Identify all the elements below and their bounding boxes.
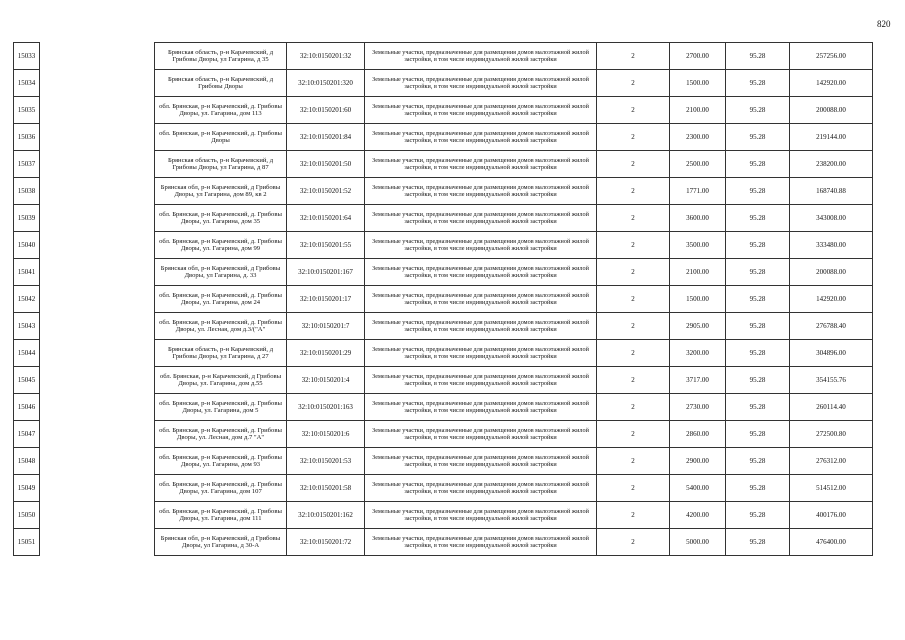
group-cell: 2 xyxy=(597,340,670,367)
cadastral-number-cell: 32:10:0150201:6 xyxy=(287,421,365,448)
gap-cell xyxy=(40,394,155,421)
table-row xyxy=(14,43,873,70)
group-cell: 2 xyxy=(597,178,670,205)
area-cell: 2100.00 xyxy=(670,259,726,286)
gap-cell xyxy=(40,286,155,313)
land-use-cell: Земельные участки, предназначенные для размещения домов малоэтажной жилой застройки, в том числе индивидуальной жилой застройки xyxy=(365,313,597,340)
land-use-cell: Земельные участки, предназначенные для размещения домов малоэтажной жилой застройки, в том числе индивидуальной жилой застройки xyxy=(365,232,597,259)
rate-cell: 95.28 xyxy=(726,232,790,259)
rate-cell: 95.28 xyxy=(726,178,790,205)
land-use-cell: Земельные участки, предназначенные для размещения домов малоэтажной жилой застройки, в том числе индивидуальной жилой застройки xyxy=(365,448,597,475)
cadastral-number-cell: 32:10:0150201:163 xyxy=(287,394,365,421)
area-cell: 3717.00 xyxy=(670,367,726,394)
rate-cell: 95.28 xyxy=(726,421,790,448)
group-cell: 2 xyxy=(597,529,670,556)
address-cell: обл. Брянская, р-н Карачевский, д. Грибовы Дворы, ул. Гагарина, дом 111 xyxy=(155,502,287,529)
cadastral-number-cell: 32:10:0150201:50 xyxy=(287,151,365,178)
row-number: 15049 xyxy=(14,475,40,502)
land-use-cell: Земельные участки, предназначенные для размещения домов малоэтажной жилой застройки, в том числе индивидуальной жилой застройки xyxy=(365,43,597,70)
table-row xyxy=(14,232,873,259)
gap-cell xyxy=(40,475,155,502)
gap-cell xyxy=(40,205,155,232)
cadastral-number-cell: 32:10:0150201:167 xyxy=(287,259,365,286)
cadastral-number-cell: 32:10:0150201:84 xyxy=(287,124,365,151)
area-cell: 4200.00 xyxy=(670,502,726,529)
group-cell: 2 xyxy=(597,313,670,340)
row-number: 15047 xyxy=(14,421,40,448)
address-cell: обл. Брянская, р-н Карачевский, д. Грибовы Дворы, ул. Гагарина, дом 99 xyxy=(155,232,287,259)
land-use-cell: Земельные участки, предназначенные для размещения домов малоэтажной жилой застройки, в том числе индивидуальной жилой застройки xyxy=(365,205,597,232)
address-cell: обл. Брянская, р-н Карачевский, д. Грибовы Дворы, ул. Гагарина, дом 24 xyxy=(155,286,287,313)
cadastral-value-cell: 343008.00 xyxy=(790,205,873,232)
land-use-cell: Земельные участки, предназначенные для размещения домов малоэтажной жилой застройки, в том числе индивидуальной жилой застройки xyxy=(365,70,597,97)
cadastral-value-cell: 257256.00 xyxy=(790,43,873,70)
gap-cell xyxy=(40,151,155,178)
row-number: 15033 xyxy=(14,43,40,70)
gap-cell xyxy=(40,448,155,475)
gap-cell xyxy=(40,97,155,124)
cadastral-number-cell: 32:10:0150201:162 xyxy=(287,502,365,529)
area-cell: 2730.00 xyxy=(670,394,726,421)
area-cell: 2860.00 xyxy=(670,421,726,448)
land-use-cell: Земельные участки, предназначенные для размещения домов малоэтажной жилой застройки, в том числе индивидуальной жилой застройки xyxy=(365,421,597,448)
cadastral-value-cell: 238200.00 xyxy=(790,151,873,178)
row-number: 15038 xyxy=(14,178,40,205)
cadastral-value-cell: 260114.40 xyxy=(790,394,873,421)
rate-cell: 95.28 xyxy=(726,313,790,340)
table-row xyxy=(14,313,873,340)
land-use-cell: Земельные участки, предназначенные для размещения домов малоэтажной жилой застройки, в том числе индивидуальной жилой застройки xyxy=(365,394,597,421)
cadastral-value-cell: 476400.00 xyxy=(790,529,873,556)
cadastral-value-cell: 333480.00 xyxy=(790,232,873,259)
row-number: 15042 xyxy=(14,286,40,313)
cadastral-number-cell: 32:10:0150201:58 xyxy=(287,475,365,502)
cadastral-value-cell: 200088.00 xyxy=(790,259,873,286)
rate-cell: 95.28 xyxy=(726,475,790,502)
land-use-cell: Земельные участки, предназначенные для размещения домов малоэтажной жилой застройки, в том числе индивидуальной жилой застройки xyxy=(365,367,597,394)
area-cell: 2900.00 xyxy=(670,448,726,475)
rate-cell: 95.28 xyxy=(726,448,790,475)
cadastral-number-cell: 32:10:0150201:7 xyxy=(287,313,365,340)
land-use-cell: Земельные участки, предназначенные для размещения домов малоэтажной жилой застройки, в том числе индивидуальной жилой застройки xyxy=(365,151,597,178)
table-row xyxy=(14,529,873,556)
area-cell: 3600.00 xyxy=(670,205,726,232)
cadastral-number-cell: 32:10:0150201:64 xyxy=(287,205,365,232)
group-cell: 2 xyxy=(597,286,670,313)
area-cell: 3500.00 xyxy=(670,232,726,259)
table-row xyxy=(14,124,873,151)
row-number: 15043 xyxy=(14,313,40,340)
group-cell: 2 xyxy=(597,70,670,97)
address-cell: Брянская обл, р-н Карачевский, д Грибовы Дворы, ул Гагарина, д 30-А xyxy=(155,529,287,556)
cadastral-value-cell: 219144.00 xyxy=(790,124,873,151)
cadastral-value-cell: 514512.00 xyxy=(790,475,873,502)
cadastral-value-cell: 200088.00 xyxy=(790,97,873,124)
land-use-cell: Земельные участки, предназначенные для размещения домов малоэтажной жилой застройки, в том числе индивидуальной жилой застройки xyxy=(365,286,597,313)
cadastral-number-cell: 32:10:0150201:4 xyxy=(287,367,365,394)
gap-cell xyxy=(40,43,155,70)
page-number: 820 xyxy=(877,19,891,29)
land-use-cell: Земельные участки, предназначенные для размещения домов малоэтажной жилой застройки, в том числе индивидуальной жилой застройки xyxy=(365,475,597,502)
rate-cell: 95.28 xyxy=(726,340,790,367)
area-cell: 1500.00 xyxy=(670,70,726,97)
area-cell: 2905.00 xyxy=(670,313,726,340)
address-cell: Брянская обл, р-н Карачевский, д Грибовы Дворы, ул Гагарина, дом 89, кв 2 xyxy=(155,178,287,205)
cadastral-value-cell: 304896.00 xyxy=(790,340,873,367)
address-cell: Брянская область, р-н Карачевский, д Грибовы Дворы xyxy=(155,70,287,97)
gap-cell xyxy=(40,502,155,529)
address-cell: обл. Брянская, р-н Карачевский, д. Грибовы Дворы, ул. Гагарина, дом 93 xyxy=(155,448,287,475)
rate-cell: 95.28 xyxy=(726,205,790,232)
address-cell: обл. Брянская, р-н Карачевский, д. Грибовы Дворы, ул. Гагарина, дом 35 xyxy=(155,205,287,232)
area-cell: 1771.00 xyxy=(670,178,726,205)
table-row xyxy=(14,286,873,313)
address-cell: Брянская область, р-н Карачевский, д Грибовы Дворы, ул Гагарина, д 35 xyxy=(155,43,287,70)
row-number: 15048 xyxy=(14,448,40,475)
row-number: 15050 xyxy=(14,502,40,529)
address-cell: Брянская обл, р-н Карачевский, д Грибовы Дворы, ул Гагарина, д. 33 xyxy=(155,259,287,286)
group-cell: 2 xyxy=(597,475,670,502)
row-number: 15046 xyxy=(14,394,40,421)
cadastral-value-cell: 142920.00 xyxy=(790,286,873,313)
group-cell: 2 xyxy=(597,205,670,232)
area-cell: 1500.00 xyxy=(670,286,726,313)
gap-cell xyxy=(40,313,155,340)
area-cell: 2100.00 xyxy=(670,97,726,124)
land-use-cell: Земельные участки, предназначенные для размещения домов малоэтажной жилой застройки, в том числе индивидуальной жилой застройки xyxy=(365,340,597,367)
table-row xyxy=(14,340,873,367)
group-cell: 2 xyxy=(597,367,670,394)
rate-cell: 95.28 xyxy=(726,394,790,421)
rate-cell: 95.28 xyxy=(726,502,790,529)
rate-cell: 95.28 xyxy=(726,43,790,70)
table-row xyxy=(14,448,873,475)
cadastral-value-cell: 276312.00 xyxy=(790,448,873,475)
cadastral-number-cell: 32:10:0150201:53 xyxy=(287,448,365,475)
table-row xyxy=(14,394,873,421)
gap-cell xyxy=(40,529,155,556)
rate-cell: 95.28 xyxy=(726,286,790,313)
table-row xyxy=(14,97,873,124)
group-cell: 2 xyxy=(597,421,670,448)
row-number: 15044 xyxy=(14,340,40,367)
gap-cell xyxy=(40,259,155,286)
gap-cell xyxy=(40,421,155,448)
area-cell: 5400.00 xyxy=(670,475,726,502)
rate-cell: 95.28 xyxy=(726,97,790,124)
land-plots-table xyxy=(13,42,873,556)
row-number: 15039 xyxy=(14,205,40,232)
area-cell: 2500.00 xyxy=(670,151,726,178)
address-cell: обл. Брянская, р-н Карачевский, д. Грибовы Дворы, ул. Гагарина, дом 5 xyxy=(155,394,287,421)
row-number: 15041 xyxy=(14,259,40,286)
cadastral-number-cell: 32:10:0150201:60 xyxy=(287,97,365,124)
table-row xyxy=(14,259,873,286)
area-cell: 5000.00 xyxy=(670,529,726,556)
area-cell: 3200.00 xyxy=(670,340,726,367)
gap-cell xyxy=(40,70,155,97)
land-use-cell: Земельные участки, предназначенные для размещения домов малоэтажной жилой застройки, в том числе индивидуальной жилой застройки xyxy=(365,178,597,205)
row-number: 15034 xyxy=(14,70,40,97)
land-use-cell: Земельные участки, предназначенные для размещения домов малоэтажной жилой застройки, в том числе индивидуальной жилой застройки xyxy=(365,502,597,529)
group-cell: 2 xyxy=(597,151,670,178)
row-number: 15036 xyxy=(14,124,40,151)
table-row xyxy=(14,205,873,232)
address-cell: обл. Брянская, р-н Карачевский, д. Грибовы Дворы, ул. Лесная, дом д.7 "А" xyxy=(155,421,287,448)
cadastral-number-cell: 32:10:0150201:320 xyxy=(287,70,365,97)
rate-cell: 95.28 xyxy=(726,124,790,151)
group-cell: 2 xyxy=(597,97,670,124)
address-cell: Брянская область, р-н Карачевский, д Грибовы Дворы, ул Гагарина, д 87 xyxy=(155,151,287,178)
group-cell: 2 xyxy=(597,259,670,286)
cadastral-value-cell: 272500.80 xyxy=(790,421,873,448)
land-use-cell: Земельные участки, предназначенные для размещения домов малоэтажной жилой застройки, в том числе индивидуальной жилой застройки xyxy=(365,259,597,286)
group-cell: 2 xyxy=(597,394,670,421)
rate-cell: 95.28 xyxy=(726,151,790,178)
gap-cell xyxy=(40,367,155,394)
gap-cell xyxy=(40,124,155,151)
cadastral-value-cell: 400176.00 xyxy=(790,502,873,529)
row-number: 15037 xyxy=(14,151,40,178)
table-row xyxy=(14,475,873,502)
gap-cell xyxy=(40,340,155,367)
group-cell: 2 xyxy=(597,502,670,529)
cadastral-number-cell: 32:10:0150201:29 xyxy=(287,340,365,367)
gap-cell xyxy=(40,232,155,259)
row-number: 15045 xyxy=(14,367,40,394)
row-number: 15035 xyxy=(14,97,40,124)
cadastral-number-cell: 32:10:0150201:32 xyxy=(287,43,365,70)
land-use-cell: Земельные участки, предназначенные для размещения домов малоэтажной жилой застройки, в том числе индивидуальной жилой застройки xyxy=(365,529,597,556)
table-row xyxy=(14,70,873,97)
table-row xyxy=(14,178,873,205)
group-cell: 2 xyxy=(597,43,670,70)
table-row xyxy=(14,502,873,529)
cadastral-number-cell: 32:10:0150201:17 xyxy=(287,286,365,313)
address-cell: обл. Брянская, р-н Карачевский, д Грибовы Дворы, ул. Гагарина, дом д.55 xyxy=(155,367,287,394)
address-cell: обл. Брянская, р-н Карачевский, д. Грибовы Дворы, ул. Лесная, дом д.3/("А" xyxy=(155,313,287,340)
group-cell: 2 xyxy=(597,124,670,151)
row-number: 15051 xyxy=(14,529,40,556)
area-cell: 2300.00 xyxy=(670,124,726,151)
group-cell: 2 xyxy=(597,448,670,475)
group-cell: 2 xyxy=(597,232,670,259)
cadastral-value-cell: 168740.88 xyxy=(790,178,873,205)
row-number: 15040 xyxy=(14,232,40,259)
land-use-cell: Земельные участки, предназначенные для размещения домов малоэтажной жилой застройки, в том числе индивидуальной жилой застройки xyxy=(365,124,597,151)
address-cell: обл. Брянская, р-н Карачевский, д. Грибовы Дворы, ул. Гагарина, дом 113 xyxy=(155,97,287,124)
table-body xyxy=(14,43,873,556)
cadastral-number-cell: 32:10:0150201:72 xyxy=(287,529,365,556)
rate-cell: 95.28 xyxy=(726,529,790,556)
table-row xyxy=(14,151,873,178)
rate-cell: 95.28 xyxy=(726,367,790,394)
gap-cell xyxy=(40,178,155,205)
cadastral-value-cell: 354155.76 xyxy=(790,367,873,394)
land-use-cell: Земельные участки, предназначенные для размещения домов малоэтажной жилой застройки, в том числе индивидуальной жилой застройки xyxy=(365,97,597,124)
address-cell: обл. Брянская, р-н Карачевский, д. Грибовы Дворы xyxy=(155,124,287,151)
rate-cell: 95.28 xyxy=(726,70,790,97)
address-cell: Брянская область, р-н Карачевский, д Грибовы Дворы, ул Гагарина, д 27 xyxy=(155,340,287,367)
cadastral-value-cell: 142920.00 xyxy=(790,70,873,97)
area-cell: 2700.00 xyxy=(670,43,726,70)
table-row xyxy=(14,367,873,394)
address-cell: обл. Брянская, р-н Карачевский, д. Грибовы Дворы, ул. Гагарина, дом 107 xyxy=(155,475,287,502)
cadastral-number-cell: 32:10:0150201:55 xyxy=(287,232,365,259)
rate-cell: 95.28 xyxy=(726,259,790,286)
cadastral-value-cell: 276788.40 xyxy=(790,313,873,340)
table-row xyxy=(14,421,873,448)
cadastral-number-cell: 32:10:0150201:52 xyxy=(287,178,365,205)
